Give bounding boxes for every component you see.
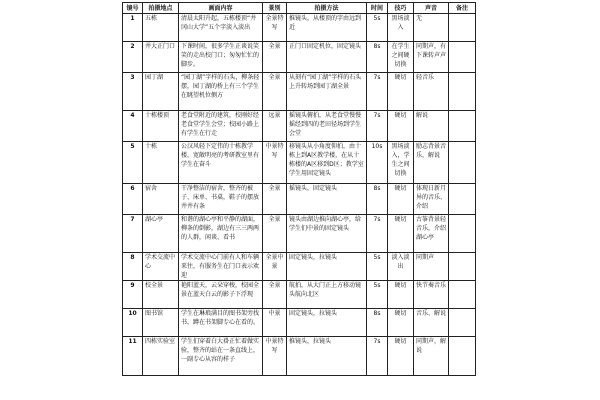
cell-shot-number: 6: [123, 184, 143, 215]
cell-scene: 全景特写: [263, 14, 287, 42]
cell-time: 8s: [367, 184, 388, 215]
cell-time: 5s: [367, 14, 388, 42]
cell-scene: 全景: [263, 215, 287, 253]
table-row: [123, 42, 476, 73]
table-row: [123, 215, 476, 253]
cell-content: 艳阳蓝天，云朵穿梭，校园全景在蓝天白云的影子下浮现: [179, 281, 263, 309]
cell-time: 5s: [367, 253, 388, 281]
cell-note: [449, 309, 476, 337]
cell-shot-number: 2: [123, 42, 143, 73]
cell-technique: 硬切: [388, 215, 414, 253]
cell-scene: 全景中景: [263, 253, 287, 281]
cell-sound: 音乐、解说: [414, 309, 449, 337]
cell-note: [449, 281, 476, 309]
cell-sound: 快节奏音乐: [414, 281, 449, 309]
header-note: 备注: [449, 3, 476, 14]
cell-time: 7s: [367, 73, 388, 111]
cell-method: 推镜头，拉镜头: [287, 337, 367, 376]
cell-shot-number: 7: [123, 215, 143, 253]
cell-note: [449, 73, 476, 111]
cell-scene: 全景: [263, 42, 287, 73]
cell-location: 五栋: [143, 14, 179, 42]
cell-scene: 全景: [263, 184, 287, 215]
cell-location: 宿舍: [143, 184, 179, 215]
cell-method: 正门口固定机位，固定镜头: [287, 42, 367, 73]
cell-method: 摇镜头，固定镜头: [287, 184, 367, 215]
cell-shot-number: 10: [123, 309, 143, 337]
cell-sound: 无: [414, 14, 449, 42]
cell-note: [449, 253, 476, 281]
cell-shot-number: 3: [123, 73, 143, 111]
cell-shot-number: 11: [123, 337, 143, 376]
table-header-row: [123, 3, 476, 14]
cell-content: 学术交流中心门前有人和车辆来往，有服务生在门口表示欢迎: [179, 253, 263, 281]
cell-method: 摇镜头俯拍，从老食堂慢慢摇经到四的老田径场到学生会堂: [287, 111, 367, 142]
cell-scene: 中景特写: [263, 337, 287, 376]
cell-technique: 硬切: [388, 337, 414, 376]
cell-technique: 淡入淡出: [388, 253, 414, 281]
cell-location: 湖心亭: [143, 215, 179, 253]
cell-location: 井大正门口: [143, 42, 179, 73]
cell-location: 十栋: [143, 142, 179, 184]
table-row: [123, 73, 476, 111]
cell-technique: 硬切: [388, 309, 414, 337]
table-row: [123, 309, 476, 337]
cell-content: 学生在琳琅满目的图书架旁找书，蹲在书架脚专心在看的。: [179, 309, 263, 337]
header-time: 时间: [367, 3, 388, 14]
cell-sound: 同期声: [414, 253, 449, 281]
table-row: [123, 111, 476, 142]
cell-content: 清晨太阳升起，五栋楼顶“井冈山大学”五个字淡入淡出: [179, 14, 263, 42]
cell-location: 园丁湖: [143, 73, 179, 111]
cell-shot-number: 5: [123, 142, 143, 184]
cell-shot-number: 4: [123, 111, 143, 142]
cell-content: 公汉风轻下定伟的十栋教学楼，宽敞明亮的考研教室里有学生在奋斗: [179, 142, 263, 184]
cell-note: [449, 14, 476, 42]
cell-location: 学术交流中心: [143, 253, 179, 281]
cell-method: 镜头由湖边推向湖心亭，给学生们中景的固定镜头: [287, 215, 367, 253]
cell-scene: 中景特写: [263, 142, 287, 184]
cell-technique: 硬切: [388, 184, 414, 215]
cell-time: 5s: [367, 281, 388, 309]
cell-note: [449, 142, 476, 184]
cell-content: 学生们穿着白大褂正忙着做实验，整齐的站在一条直线上，一副专心从容的样子: [179, 337, 263, 376]
cell-note: [449, 111, 476, 142]
cell-technique: 硬切: [388, 281, 414, 309]
header-shot-number: 镜号: [123, 3, 143, 14]
cell-content: 干净整洁的宿舍，整齐的被子、床单、书桌，鞋子的摆放井井有条: [179, 184, 263, 215]
cell-technique: 在学生之间硬切换: [388, 42, 414, 73]
cell-location: 校全景: [143, 281, 179, 309]
header-content: 画面内容: [179, 3, 263, 14]
cell-note: [449, 42, 476, 73]
cell-time: 7s: [367, 111, 388, 142]
cell-method: 推镜头，从楼顶的字由远到近: [287, 14, 367, 42]
cell-content: 下课时间，很多学生正谈说笑笑的走出校门口；匆匆忙忙的脚步。: [179, 42, 263, 73]
table-row: [123, 142, 476, 184]
table-row: [123, 253, 476, 281]
header-method: 拍摄方法: [287, 3, 367, 14]
cell-method: 固定镜头，拉镜头: [287, 309, 367, 337]
cell-method: 移镜头从小角度仰拍，由十栋上到A区教学楼，在从十栋楼的A区移到D区；教学室学生用固定镜头: [287, 142, 367, 184]
cell-scene: 远景: [263, 111, 287, 142]
cell-location: 十栋楼顶: [143, 111, 179, 142]
cell-location: 图书馆: [143, 309, 179, 337]
cell-time: 7s: [367, 337, 388, 376]
header-location: 拍摄地点: [143, 3, 179, 14]
table-row: [123, 281, 476, 309]
cell-technique: 硬切: [388, 73, 414, 111]
cell-sound: 同期声，解说: [414, 337, 449, 376]
cell-note: [449, 184, 476, 215]
cell-scene: 全景: [263, 73, 287, 111]
cell-time: 10s: [367, 142, 388, 184]
cell-note: [449, 337, 476, 376]
table-row: [123, 14, 476, 42]
cell-sound: 轻音乐: [414, 73, 449, 111]
cell-scene: 中景: [263, 309, 287, 337]
cell-method: 固定镜头，拉镜头: [287, 253, 367, 281]
cell-sound: 体现日新月异的音乐、介绍: [414, 184, 449, 215]
cell-sound: 同期声，有下课转声声: [414, 42, 449, 73]
header-technique: 技巧: [388, 3, 414, 14]
cell-time: 8s: [367, 309, 388, 337]
cell-time: 7s: [367, 215, 388, 253]
shot-list-table: [122, 2, 476, 376]
table-row: [123, 184, 476, 215]
cell-note: [449, 215, 476, 253]
cell-shot-number: 9: [123, 281, 143, 309]
cell-content: 老食堂附近的建筑，校刚好经老食堂学生会堂；校园小路上有学生在行走: [179, 111, 263, 142]
cell-time: 8s: [367, 42, 388, 73]
cell-shot-number: 8: [123, 253, 143, 281]
cell-sound: 解说: [414, 111, 449, 142]
cell-technique: 黑场淡入，学生之间切换: [388, 142, 414, 184]
cell-technique: 硬切: [388, 111, 414, 142]
cell-method: 从刻有“园丁湖”字样的石头上升转场到园丁湖全景: [287, 73, 367, 111]
cell-sound: 励志背景音乐，解说: [414, 142, 449, 184]
table-row: [123, 337, 476, 376]
cell-shot-number: 1: [123, 14, 143, 42]
cell-method: 航拍，从大门正上方移动镜头航向北区: [287, 281, 367, 309]
cell-scene: 全景: [263, 281, 287, 309]
cell-location: 四栋实验室: [143, 337, 179, 376]
cell-content: “园丁湖”字样的石头，柳条轻摆，园丁湖的桥上有三个学生在眺望机位侧方: [179, 73, 263, 111]
header-sound: 声音: [414, 3, 449, 14]
cell-sound: 古筝背景轻音乐，介绍湖心亭: [414, 215, 449, 253]
cell-content: 和谐的湖心亭和平静的湖面，柳条的倒影，湖边有三三两两的人群，闲谈、看书: [179, 215, 263, 253]
cell-technique: 黑场淡入: [388, 14, 414, 42]
header-scene: 景别: [263, 3, 287, 14]
